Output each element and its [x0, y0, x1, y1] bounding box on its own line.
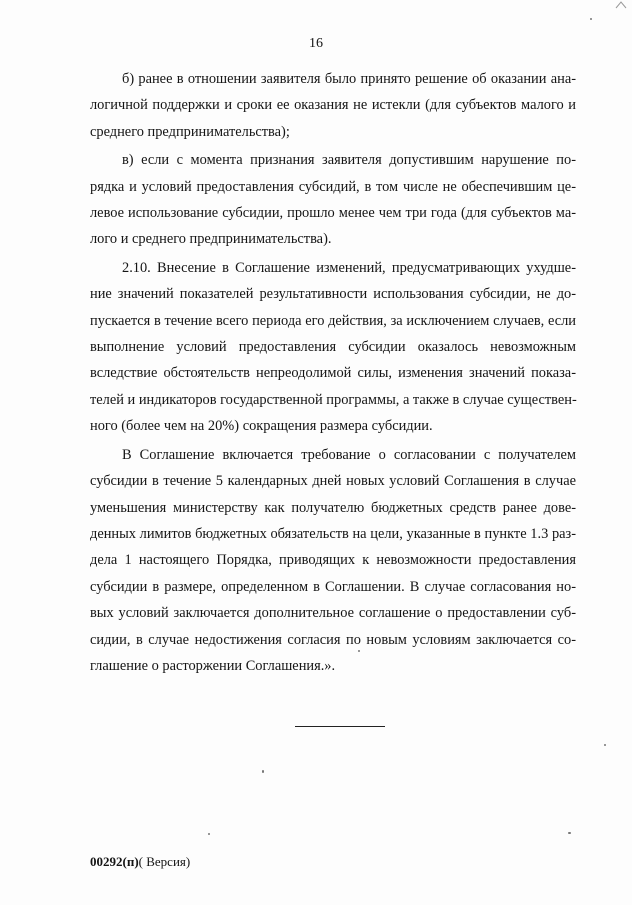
scan-speck: [604, 744, 606, 746]
text-line: телей и индикаторов государственной программы, а также в случае существен-: [90, 391, 577, 408]
text-line: левое использование субсидии, прошло менее чем три года (для субъектов ма-: [90, 205, 576, 222]
text-line: ного (более чем на 20%) сокращения размера субсидии.: [90, 418, 433, 435]
scan-speck: [262, 770, 264, 773]
scan-speck: [590, 18, 592, 20]
section-divider: [295, 726, 385, 727]
text-line: среднего предпринимательства);: [90, 123, 290, 140]
text-line: сидии, в случае недостижения согласия по новым условиям заключается со-: [90, 631, 576, 648]
document-version: ( Версия): [138, 854, 191, 869]
text-line: б) ранее в отношении заявителя было принято решение об оказании ана-: [122, 71, 576, 87]
text-line: субсидии в течение 5 календарных дней новых условий Соглашения в случае: [90, 473, 576, 490]
text-line: вследствие обстоятельств непреодолимой силы, изменения значений показа-: [90, 365, 576, 382]
text-line: глашение о расторжении Соглашения.».: [90, 657, 336, 674]
text-line: субсидии в размере, определенном в Соглашении. В случае согласования но-: [90, 578, 576, 595]
text-line: В Соглашение включается требование о согласовании с получателем: [122, 446, 576, 463]
text-line: выполнение условий предоставления субсидии оказалось невозможным: [90, 339, 576, 356]
document-code: 00292(п): [90, 854, 139, 869]
document-body: [90, 66, 576, 681]
paragraph-agreement: [90, 442, 576, 680]
scan-speck: [208, 833, 210, 835]
paragraph-2-10: [90, 255, 576, 440]
text-line: в) если с момента признания заявителя допустившим нарушение по-: [122, 152, 576, 169]
text-line: 2.10. Внесение в Соглашение изменений, предусматривающих ухудше-: [122, 259, 576, 276]
text-line: ние значений показателей результативности использования субсидии, не до-: [90, 286, 576, 303]
document-footer: [90, 854, 190, 870]
paragraph-v: [90, 147, 576, 253]
paragraph-b: [90, 66, 576, 145]
text-line: логичной поддержки и сроки ее оказания не истекли (для субъектов малого и: [90, 97, 576, 114]
text-line: рядка и условий предоставления субсидий, в том числе не обеспечившим це-: [90, 178, 576, 195]
text-line: уменьшения министерству как получателю бюджетных средств ранее дове-: [90, 499, 576, 516]
text-line: денных лимитов бюджетных обязательств на цели, указанные в пункте 1.3 раз-: [90, 525, 576, 542]
scan-corner-mark: [614, 0, 628, 10]
scan-speck: [358, 650, 360, 652]
text-line: вых условий заключается дополнительное соглашение о предоставлении суб-: [90, 605, 576, 622]
text-line: пускается в течение всего периода его действия, за исключением случаев, если: [90, 312, 576, 329]
text-line: дела 1 настоящего Порядка, приводящих к невозможности предоставления: [90, 552, 576, 569]
text-line: лого и среднего предпринимательства).: [90, 231, 332, 248]
page-number: 16: [309, 36, 323, 51]
scan-speck: [568, 832, 571, 834]
